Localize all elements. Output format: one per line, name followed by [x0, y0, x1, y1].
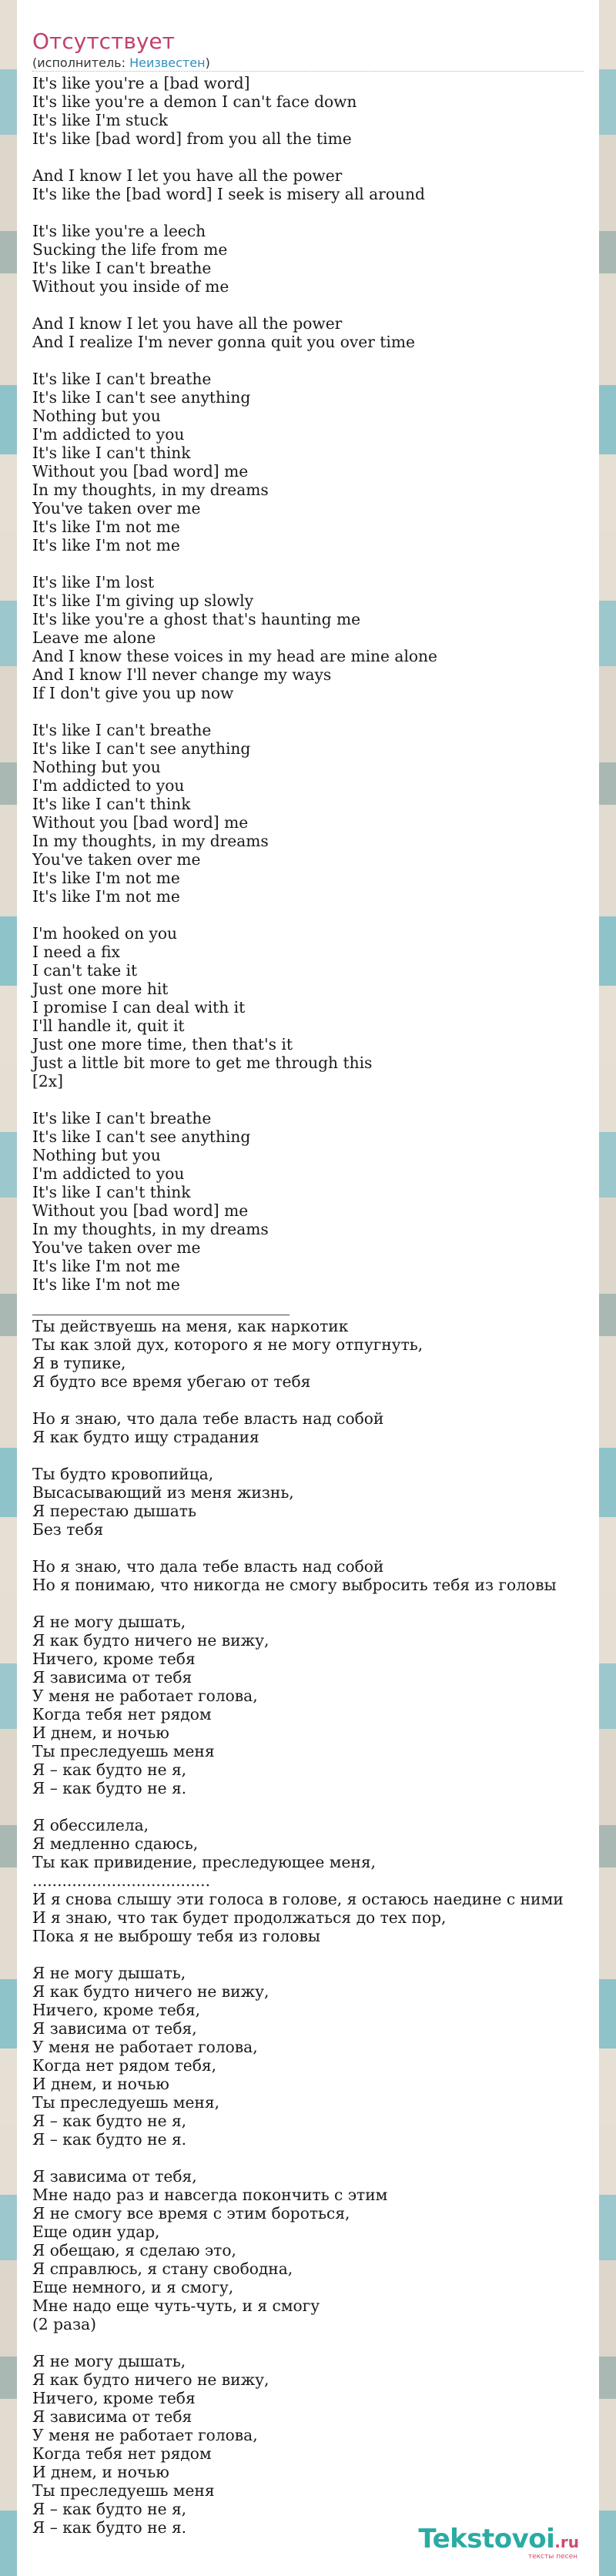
lyric-line: Я зависима от тебя,	[32, 2167, 197, 2186]
stanza-gap	[32, 1945, 591, 1964]
lyric-line: И днем, и ночью	[32, 1723, 169, 1742]
lyric-line: Ты преследуешь меня	[32, 2481, 215, 2500]
lyric-line: Еще один удар,	[32, 2223, 160, 2241]
lyric-line: И я снова слышу эти голоса в голове, я остаюсь наедине с ними	[32, 1890, 564, 1908]
lyric-line: И днем, и ночью	[32, 2463, 169, 2481]
lyric-line: Я не могу дышать,	[32, 1613, 186, 1631]
lyric-line: Когда тебя нет рядом	[32, 2444, 212, 2463]
lyric-line: Я справлюсь, я стану свободна,	[32, 2259, 293, 2278]
lyric-line: Я не смогу все время с этим бороться,	[32, 2204, 350, 2223]
lyric-line: Я не могу дышать,	[32, 2352, 186, 2370]
stanza-gap	[32, 2333, 591, 2352]
lyric-line: Я как будто ничего не вижу,	[32, 1982, 270, 2001]
lyric-line: Ты будто кровопийца,	[32, 1465, 214, 1483]
lyric-line: Without you inside of me	[32, 277, 229, 296]
lyric-line: Я зависима от тебя	[32, 2407, 192, 2426]
lyric-line: Я не могу дышать,	[32, 1964, 186, 1982]
lyric-line: It's like I'm not me	[32, 869, 180, 887]
lyric-line: It's like I'm not me	[32, 1275, 180, 1294]
performer-line	[32, 55, 210, 71]
lyric-line: Я как будто ничего не вижу,	[32, 1631, 270, 1650]
logo-name: Tekstovoi	[418, 2524, 555, 2554]
stanza-gap	[32, 351, 591, 370]
lyric-line: Я будто все время убегаю от тебя	[32, 1372, 311, 1391]
lyric-line: Я медленно сдаюсь,	[32, 1834, 199, 1853]
lyric-line: Я как будто ищу страдания	[32, 1428, 259, 1446]
lyric-line: And I realize I'm never gonna quit you over time	[32, 333, 415, 351]
logo-tld: .ru	[554, 2533, 579, 2551]
lyric-line: It's like you're a [bad word]	[32, 74, 250, 92]
lyric-line: Но я знаю, что дала тебе власть над собой	[32, 1409, 384, 1428]
lyric-line: It's like I can't breathe	[32, 370, 212, 388]
lyric-line: You've taken over me	[32, 499, 201, 518]
lyric-line: Высасывающий из меня жизнь,	[32, 1483, 294, 1502]
lyric-line: It's like I'm giving up slowly	[32, 591, 254, 610]
header-divider	[32, 71, 584, 72]
lyric-line: Without you [bad word] me	[32, 813, 249, 832]
lyric-line: In my thoughts, in my dreams	[32, 1220, 269, 1238]
lyric-line: It's like I can't think	[32, 795, 191, 813]
lyric-line: Мне надо еще чуть-чуть, и я смогу	[32, 2296, 320, 2315]
lyrics-translation	[32, 1317, 591, 2537]
lyric-line: I promise I can deal with it	[32, 998, 246, 1017]
lyric-line: If I don't give you up now	[32, 684, 234, 702]
lyric-line: Я – как будто не я.	[32, 1779, 187, 1797]
lyric-line: Когда тебя нет рядом	[32, 1705, 212, 1723]
lyric-line: У меня не работает голова,	[32, 2426, 258, 2444]
stanza-gap	[32, 296, 591, 314]
lyric-line: I can't take it	[32, 961, 138, 980]
lyric-line: Just one more hit	[32, 980, 169, 998]
lyric-line: Я – как будто не я.	[32, 2518, 187, 2537]
lyric-line: Without you [bad word] me	[32, 1201, 249, 1220]
stanza-gap	[32, 1594, 591, 1613]
lyric-line: У меня не работает голова,	[32, 1687, 258, 1705]
lyric-line: It's like I can't see anything	[32, 388, 251, 407]
lyric-line: It's like I'm lost	[32, 573, 155, 591]
lyric-line: Я зависима от тебя,	[32, 2019, 197, 2038]
lyric-line: You've taken over me	[32, 1238, 201, 1257]
lyric-line: It's like I can't see anything	[32, 1127, 251, 1146]
lyric-line: I need a fix	[32, 943, 120, 961]
performer-suffix: )	[205, 55, 210, 70]
stanza-gap	[32, 203, 591, 222]
stanza-gap	[32, 702, 591, 721]
lyric-line: Я – как будто не я,	[32, 2112, 187, 2130]
lyric-line: Leave me alone	[32, 628, 156, 647]
stanza-gap	[32, 148, 591, 166]
lyric-line: Just a little bit more to get me through this	[32, 1054, 373, 1072]
lyric-line: I'm addicted to you	[32, 776, 185, 795]
lyric-line: It's like I can't think	[32, 1183, 191, 1201]
artist-link[interactable]: Неизвестен	[129, 55, 206, 70]
stanza-gap	[32, 1090, 591, 1109]
lyric-line: Я зависима от тебя	[32, 1668, 192, 1687]
lyric-line: And I know I let you have all the power	[32, 314, 343, 333]
lyric-line: У меня не работает голова,	[32, 2038, 258, 2056]
lyric-line: Ты действуешь на меня, как наркотик	[32, 1317, 349, 1335]
page-sheet	[17, 0, 599, 2576]
lyric-line: [2x]	[32, 1072, 63, 1090]
lyric-line: In my thoughts, in my dreams	[32, 832, 269, 850]
performer-prefix: (исполнитель:	[32, 55, 130, 70]
lyric-line: Ты преследуешь меня	[32, 1742, 215, 1760]
lyric-line: It's like I'm not me	[32, 887, 180, 906]
lyric-line: I'm addicted to you	[32, 425, 185, 444]
lyric-line: Ты как привидение, преследующее меня,	[32, 1853, 376, 1871]
lyric-line: And I know these voices in my head are mine alone	[32, 647, 437, 665]
lyrics-original	[32, 74, 591, 1294]
lyric-line: Ничего, кроме тебя,	[32, 2001, 201, 2019]
lyric-line: It's like I can't see anything	[32, 739, 251, 758]
lyric-line: It's like you're a leech	[32, 222, 206, 240]
lyric-line: И днем, и ночью	[32, 2075, 169, 2093]
lyric-line: Я в тупике,	[32, 1354, 126, 1372]
lyric-line: It's like I'm not me	[32, 1257, 180, 1275]
lyric-line: Я перестаю дышать	[32, 1502, 196, 1520]
lyric-line: And I know I'll never change my ways	[32, 665, 332, 684]
lyric-line: It's like I can't breathe	[32, 259, 212, 277]
lyric-line: Sucking the life from me	[32, 240, 228, 259]
lyric-line: It's like you're a ghost that's haunting me	[32, 610, 361, 628]
lyric-line: It's like I can't breathe	[32, 721, 212, 739]
lyric-line: Nothing but you	[32, 758, 161, 776]
site-logo[interactable]	[418, 2525, 579, 2561]
lyric-line: It's like I can't breathe	[32, 1109, 212, 1127]
song-title: Отсутствует	[32, 28, 175, 54]
lyric-line: It's like the [bad word] I seek is misery all around	[32, 185, 425, 203]
lyric-line: Just one more time, then that's it	[32, 1035, 293, 1054]
lyric-line: Ничего, кроме тебя	[32, 2389, 196, 2407]
lyric-line: Without you [bad word] me	[32, 462, 249, 481]
lyric-line: Ничего, кроме тебя	[32, 1650, 196, 1668]
lyric-line: Когда нет рядом тебя,	[32, 2056, 217, 2075]
stanza-gap	[32, 1539, 591, 1557]
lyric-line: Я – как будто не я.	[32, 2130, 187, 2149]
lyric-line: Мне надо раз и навсегда покончить с этим	[32, 2186, 388, 2204]
lyric-line: It's like [bad word] from you all the time	[32, 129, 352, 148]
stanza-gap	[32, 1391, 591, 1409]
lyric-line: I'm addicted to you	[32, 1164, 185, 1183]
stanza-gap	[32, 906, 591, 924]
lyric-line: Ты как злой дух, которого я не могу отпугнуть,	[32, 1335, 424, 1354]
lyric-line: Но я понимаю, что никогда не смогу выбросить тебя из головы	[32, 1576, 557, 1594]
lyric-line: Я обессилела,	[32, 1816, 149, 1834]
stanza-gap	[32, 554, 591, 573]
lyric-line: Без тебя	[32, 1520, 104, 1539]
logo-tagline: тексты песен	[527, 2553, 578, 2561]
lyric-line: It's like I'm not me	[32, 518, 180, 536]
stanza-gap	[32, 2149, 591, 2167]
lyric-line: Nothing but you	[32, 1146, 161, 1164]
lyric-line: It's like you're a demon I can't face down	[32, 92, 357, 111]
lyric-line: You've taken over me	[32, 850, 201, 869]
lyric-line: ....................................	[32, 1871, 211, 1890]
lyric-line: In my thoughts, in my dreams	[32, 481, 269, 499]
lyric-line: It's like I can't think	[32, 444, 191, 462]
lyric-line: Я обещаю, я сделаю это,	[32, 2241, 236, 2259]
lyric-line: Но я знаю, что дала тебе власть над собой	[32, 1557, 384, 1576]
lyric-line: It's like I'm stuck	[32, 111, 169, 129]
stanza-gap	[32, 1797, 591, 1816]
lyric-line: I'll handle it, quit it	[32, 1017, 185, 1035]
lyric-line: Пока я не выброшу тебя из головы	[32, 1927, 320, 1945]
lyric-line: I'm hooked on you	[32, 924, 178, 943]
lyric-line: Еще немного, и я смогу,	[32, 2278, 234, 2296]
lyric-line: Я как будто ничего не вижу,	[32, 2370, 270, 2389]
lyric-line: (2 раза)	[32, 2315, 97, 2333]
lyric-line: Ты преследуешь меня,	[32, 2093, 220, 2112]
lyric-line: It's like I'm not me	[32, 536, 180, 554]
stanza-gap	[32, 1446, 591, 1465]
lyric-line: Nothing but you	[32, 407, 161, 425]
lyric-line: And I know I let you have all the power	[32, 166, 343, 185]
lyric-line: Я – как будто не я,	[32, 2500, 187, 2518]
lyric-line: И я знаю, что так будет продолжаться до тех пор,	[32, 1908, 447, 1927]
lyric-line: Я – как будто не я,	[32, 1760, 187, 1779]
